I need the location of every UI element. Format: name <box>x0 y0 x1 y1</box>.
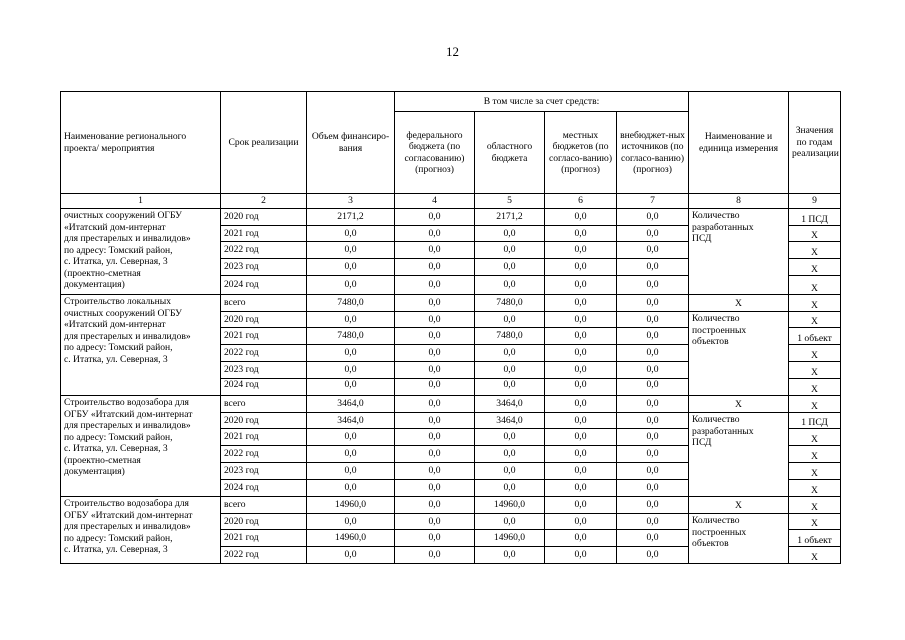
local-value: 0,0 <box>545 429 617 446</box>
period-cell: всего <box>221 396 307 413</box>
header-regional: областного бюджета <box>475 112 545 194</box>
column-numbers-row <box>61 194 841 209</box>
column-number: 8 <box>689 194 789 209</box>
local-value: 0,0 <box>545 396 617 413</box>
volume-value: 7480,0 <box>307 295 395 312</box>
local-value: 0,0 <box>545 226 617 242</box>
extra-value: 0,0 <box>617 480 689 497</box>
column-number: 6 <box>545 194 617 209</box>
local-value: 0,0 <box>545 362 617 379</box>
period-cell: 2022 год <box>221 446 307 463</box>
extra-value: 0,0 <box>617 209 689 226</box>
column-number: 3 <box>307 194 395 209</box>
local-value: 0,0 <box>545 530 617 547</box>
period-cell: 2021 год <box>221 226 307 242</box>
extra-value: 0,0 <box>617 463 689 480</box>
extra-value: 0,0 <box>617 446 689 463</box>
federal-value: 0,0 <box>395 530 475 547</box>
target-value: Х <box>789 276 841 295</box>
period-cell: 2023 год <box>221 259 307 276</box>
period-cell: 2022 год <box>221 547 307 564</box>
extra-value: 0,0 <box>617 362 689 379</box>
volume-value: 3464,0 <box>307 396 395 413</box>
federal-value: 0,0 <box>395 429 475 446</box>
period-cell: 2020 год <box>221 413 307 429</box>
volume-value: 7480,0 <box>307 328 395 345</box>
target-value: 1 ПСД <box>789 209 841 226</box>
federal-value: 0,0 <box>395 396 475 413</box>
target-value: Х <box>789 463 841 480</box>
period-cell: 2020 год <box>221 514 307 530</box>
regional-value: 3464,0 <box>475 413 545 429</box>
indicator-cell: Количество разработанных ПСД <box>689 413 789 497</box>
federal-value: 0,0 <box>395 480 475 497</box>
extra-value: 0,0 <box>617 295 689 312</box>
volume-value: 2171,2 <box>307 209 395 226</box>
federal-value: 0,0 <box>395 345 475 362</box>
column-number: 1 <box>61 194 221 209</box>
header-volume: Объем финансиро-вания <box>307 92 395 194</box>
period-cell: 2024 год <box>221 480 307 497</box>
federal-value: 0,0 <box>395 312 475 328</box>
federal-value: 0,0 <box>395 295 475 312</box>
federal-value: 0,0 <box>395 547 475 564</box>
regional-value: 0,0 <box>475 362 545 379</box>
activity-name: Строительство водозабора для ОГБУ «Итатский дом-интернат для престарелых и инвалидов» по адресу: Томский район, с. Итатка, ул. Северная, 3 <box>61 497 221 564</box>
local-value: 0,0 <box>545 259 617 276</box>
federal-value: 0,0 <box>395 276 475 295</box>
header-period: Срок реализации <box>221 92 307 194</box>
target-value: Х <box>789 514 841 530</box>
local-value: 0,0 <box>545 328 617 345</box>
table-row <box>61 497 841 514</box>
target-value: Х <box>789 547 841 564</box>
table-row <box>61 396 841 413</box>
regional-value: 0,0 <box>475 547 545 564</box>
extra-value: 0,0 <box>617 530 689 547</box>
local-value: 0,0 <box>545 242 617 259</box>
volume-value: 0,0 <box>307 514 395 530</box>
period-cell: 2020 год <box>221 209 307 226</box>
volume-value: 14960,0 <box>307 497 395 514</box>
extra-value: 0,0 <box>617 497 689 514</box>
target-value: Х <box>789 362 841 379</box>
volume-value: 0,0 <box>307 480 395 497</box>
activity-name: очистных сооружений ОГБУ «Итатский дом-интернат для престарелых и инвалидов» по адресу: Томский район, с. Итатка, ул. Северная, 3 (проектно-сметная документация) <box>61 209 221 295</box>
extra-value: 0,0 <box>617 547 689 564</box>
period-cell: 2024 год <box>221 276 307 295</box>
extra-value: 0,0 <box>617 328 689 345</box>
federal-value: 0,0 <box>395 514 475 530</box>
extra-value: 0,0 <box>617 345 689 362</box>
column-number: 5 <box>475 194 545 209</box>
target-value: Х <box>789 242 841 259</box>
federal-value: 0,0 <box>395 328 475 345</box>
regional-value: 2171,2 <box>475 209 545 226</box>
federal-value: 0,0 <box>395 209 475 226</box>
indicator-cell: Количество разработанных ПСД <box>689 209 789 295</box>
indicator-cell: Количество построенных объектов <box>689 514 789 564</box>
column-number: 2 <box>221 194 307 209</box>
regional-value: 14960,0 <box>475 497 545 514</box>
target-value: Х <box>789 480 841 497</box>
local-value: 0,0 <box>545 446 617 463</box>
target-value: Х <box>789 226 841 242</box>
period-cell: 2020 год <box>221 312 307 328</box>
target-value: 1 объект <box>789 530 841 547</box>
period-cell: 2021 год <box>221 429 307 446</box>
regional-value: 0,0 <box>475 379 545 396</box>
financing-table <box>60 91 841 564</box>
period-cell: 2022 год <box>221 345 307 362</box>
indicator-cell: Х <box>689 396 789 413</box>
extra-value: 0,0 <box>617 312 689 328</box>
extra-value: 0,0 <box>617 226 689 242</box>
extra-value: 0,0 <box>617 429 689 446</box>
period-cell: 2023 год <box>221 463 307 480</box>
volume-value: 0,0 <box>307 547 395 564</box>
local-value: 0,0 <box>545 497 617 514</box>
header-target: Значения по годам реализации <box>789 92 841 194</box>
local-value: 0,0 <box>545 480 617 497</box>
header-sources-group: В том числе за счет средств: <box>395 92 689 112</box>
header-indicator: Наименование и единица измерения <box>689 92 789 194</box>
volume-value: 0,0 <box>307 429 395 446</box>
federal-value: 0,0 <box>395 463 475 480</box>
target-value: Х <box>789 497 841 514</box>
regional-value: 0,0 <box>475 463 545 480</box>
regional-value: 7480,0 <box>475 295 545 312</box>
volume-value: 14960,0 <box>307 530 395 547</box>
header-extra: внебюджет-ных источников (по согласо-ванию) (прогноз) <box>617 112 689 194</box>
local-value: 0,0 <box>545 514 617 530</box>
period-cell: 2021 год <box>221 530 307 547</box>
regional-value: 0,0 <box>475 259 545 276</box>
table-row <box>61 209 841 226</box>
extra-value: 0,0 <box>617 379 689 396</box>
volume-value: 0,0 <box>307 312 395 328</box>
volume-value: 0,0 <box>307 226 395 242</box>
page-number: 12 <box>446 44 459 59</box>
header-federal: федерального бюджета (по согласованию) (прогноз) <box>395 112 475 194</box>
column-number: 7 <box>617 194 689 209</box>
volume-value: 0,0 <box>307 242 395 259</box>
regional-value: 0,0 <box>475 446 545 463</box>
regional-value: 3464,0 <box>475 396 545 413</box>
federal-value: 0,0 <box>395 362 475 379</box>
regional-value: 0,0 <box>475 276 545 295</box>
regional-value: 0,0 <box>475 429 545 446</box>
target-value: Х <box>789 396 841 413</box>
federal-value: 0,0 <box>395 413 475 429</box>
local-value: 0,0 <box>545 345 617 362</box>
activity-name: Строительство водозабора для ОГБУ «Итатский дом-интернат для престарелых и инвалидов» по адресу: Томский район, с. Итатка, ул. Северная, 3 (проектно-сметная документация) <box>61 396 221 497</box>
period-cell: всего <box>221 295 307 312</box>
indicator-cell: Количество построенных объектов <box>689 312 789 396</box>
extra-value: 0,0 <box>617 276 689 295</box>
volume-value: 0,0 <box>307 379 395 396</box>
volume-value: 3464,0 <box>307 413 395 429</box>
regional-value: 0,0 <box>475 480 545 497</box>
local-value: 0,0 <box>545 413 617 429</box>
target-value: Х <box>789 345 841 362</box>
table-body <box>61 209 841 564</box>
activity-name: Строительство локальных очистных сооружений ОГБУ «Итатский дом-интернат для престарелых и инвалидов» по адресу: Томский район, с. Итатка, ул. Северная, 3 <box>61 295 221 396</box>
table-row <box>61 295 841 312</box>
regional-value: 0,0 <box>475 514 545 530</box>
regional-value: 0,0 <box>475 312 545 328</box>
regional-value: 0,0 <box>475 345 545 362</box>
period-cell: 2022 год <box>221 242 307 259</box>
regional-value: 0,0 <box>475 226 545 242</box>
target-value: Х <box>789 446 841 463</box>
volume-value: 0,0 <box>307 463 395 480</box>
extra-value: 0,0 <box>617 259 689 276</box>
local-value: 0,0 <box>545 209 617 226</box>
volume-value: 0,0 <box>307 362 395 379</box>
target-value: Х <box>789 259 841 276</box>
target-value: 1 ПСД <box>789 413 841 429</box>
column-number: 4 <box>395 194 475 209</box>
federal-value: 0,0 <box>395 226 475 242</box>
header-name: Наименование регионального проекта/ мероприятия <box>61 92 221 194</box>
period-cell: 2021 год <box>221 328 307 345</box>
target-value: Х <box>789 312 841 328</box>
header-local: местных бюджетов (по согласо-ванию) (прогноз) <box>545 112 617 194</box>
local-value: 0,0 <box>545 463 617 480</box>
period-cell: 2023 год <box>221 362 307 379</box>
target-value: Х <box>789 379 841 396</box>
extra-value: 0,0 <box>617 413 689 429</box>
period-cell: 2024 год <box>221 379 307 396</box>
local-value: 0,0 <box>545 379 617 396</box>
indicator-cell: Х <box>689 295 789 312</box>
volume-value: 0,0 <box>307 345 395 362</box>
volume-value: 0,0 <box>307 276 395 295</box>
local-value: 0,0 <box>545 312 617 328</box>
column-number: 9 <box>789 194 841 209</box>
regional-value: 0,0 <box>475 242 545 259</box>
regional-value: 7480,0 <box>475 328 545 345</box>
extra-value: 0,0 <box>617 514 689 530</box>
target-value: Х <box>789 295 841 312</box>
target-value: 1 объект <box>789 328 841 345</box>
federal-value: 0,0 <box>395 242 475 259</box>
federal-value: 0,0 <box>395 259 475 276</box>
local-value: 0,0 <box>545 295 617 312</box>
federal-value: 0,0 <box>395 497 475 514</box>
volume-value: 0,0 <box>307 259 395 276</box>
local-value: 0,0 <box>545 547 617 564</box>
local-value: 0,0 <box>545 276 617 295</box>
volume-value: 0,0 <box>307 446 395 463</box>
extra-value: 0,0 <box>617 396 689 413</box>
indicator-cell: Х <box>689 497 789 514</box>
federal-value: 0,0 <box>395 446 475 463</box>
target-value: Х <box>789 429 841 446</box>
regional-value: 14960,0 <box>475 530 545 547</box>
extra-value: 0,0 <box>617 242 689 259</box>
period-cell: всего <box>221 497 307 514</box>
federal-value: 0,0 <box>395 379 475 396</box>
